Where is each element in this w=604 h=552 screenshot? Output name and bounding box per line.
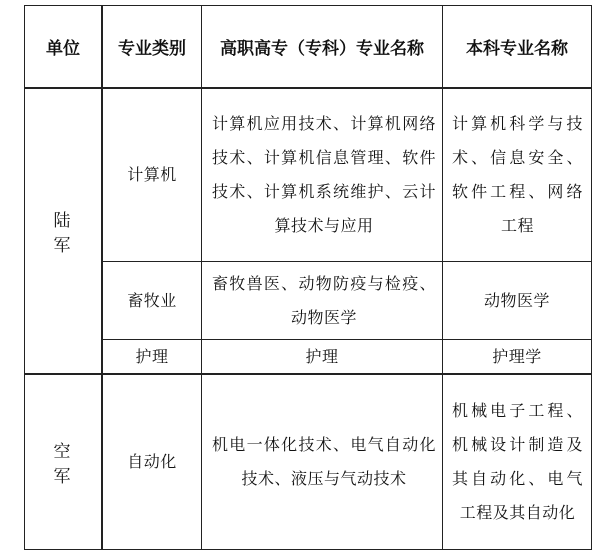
college-majors-cell: 机电一体化技术、电气自动化技术、液压与气动技术 [212, 435, 436, 488]
college-majors-cell: 畜牧兽医、动物防疫与检疫、动物医学 [212, 273, 436, 327]
table-border-right [591, 5, 592, 550]
undergrad-majors-cell: 动物医学 [483, 290, 550, 310]
undergrad-majors-cell: 护理学 [492, 346, 542, 366]
college-majors-cell: 护理 [305, 346, 339, 366]
header-category: 专业类别 [118, 39, 186, 59]
category-cell: 自动化 [127, 452, 177, 471]
category-cell: 畜牧业 [127, 290, 177, 310]
college-majors-cell: 计算机应用技术、计算机网络技术、计算机信息管理、软件技术、计算机系统维护、云计算技术与应用 [212, 114, 436, 235]
header-college-majors: 高职高专（专科）专业名称 [220, 39, 424, 59]
undergrad-majors-cell: 计算机科学与技术、信息安全、软件工程、网络工程 [452, 114, 583, 235]
unit-cell-army: 陆 军 [53, 211, 83, 256]
header-undergrad-majors: 本科专业名称 [466, 39, 568, 59]
header-unit: 单位 [46, 39, 80, 59]
category-cell: 计算机 [127, 165, 177, 184]
undergrad-majors-cell: 机械电子工程、机械设计制造及其自动化、电气工程及其自动化 [452, 401, 583, 522]
table-border-bottom [24, 549, 592, 550]
unit-cell-air-force: 空 军 [53, 442, 83, 487]
category-cell: 护理 [135, 346, 169, 366]
